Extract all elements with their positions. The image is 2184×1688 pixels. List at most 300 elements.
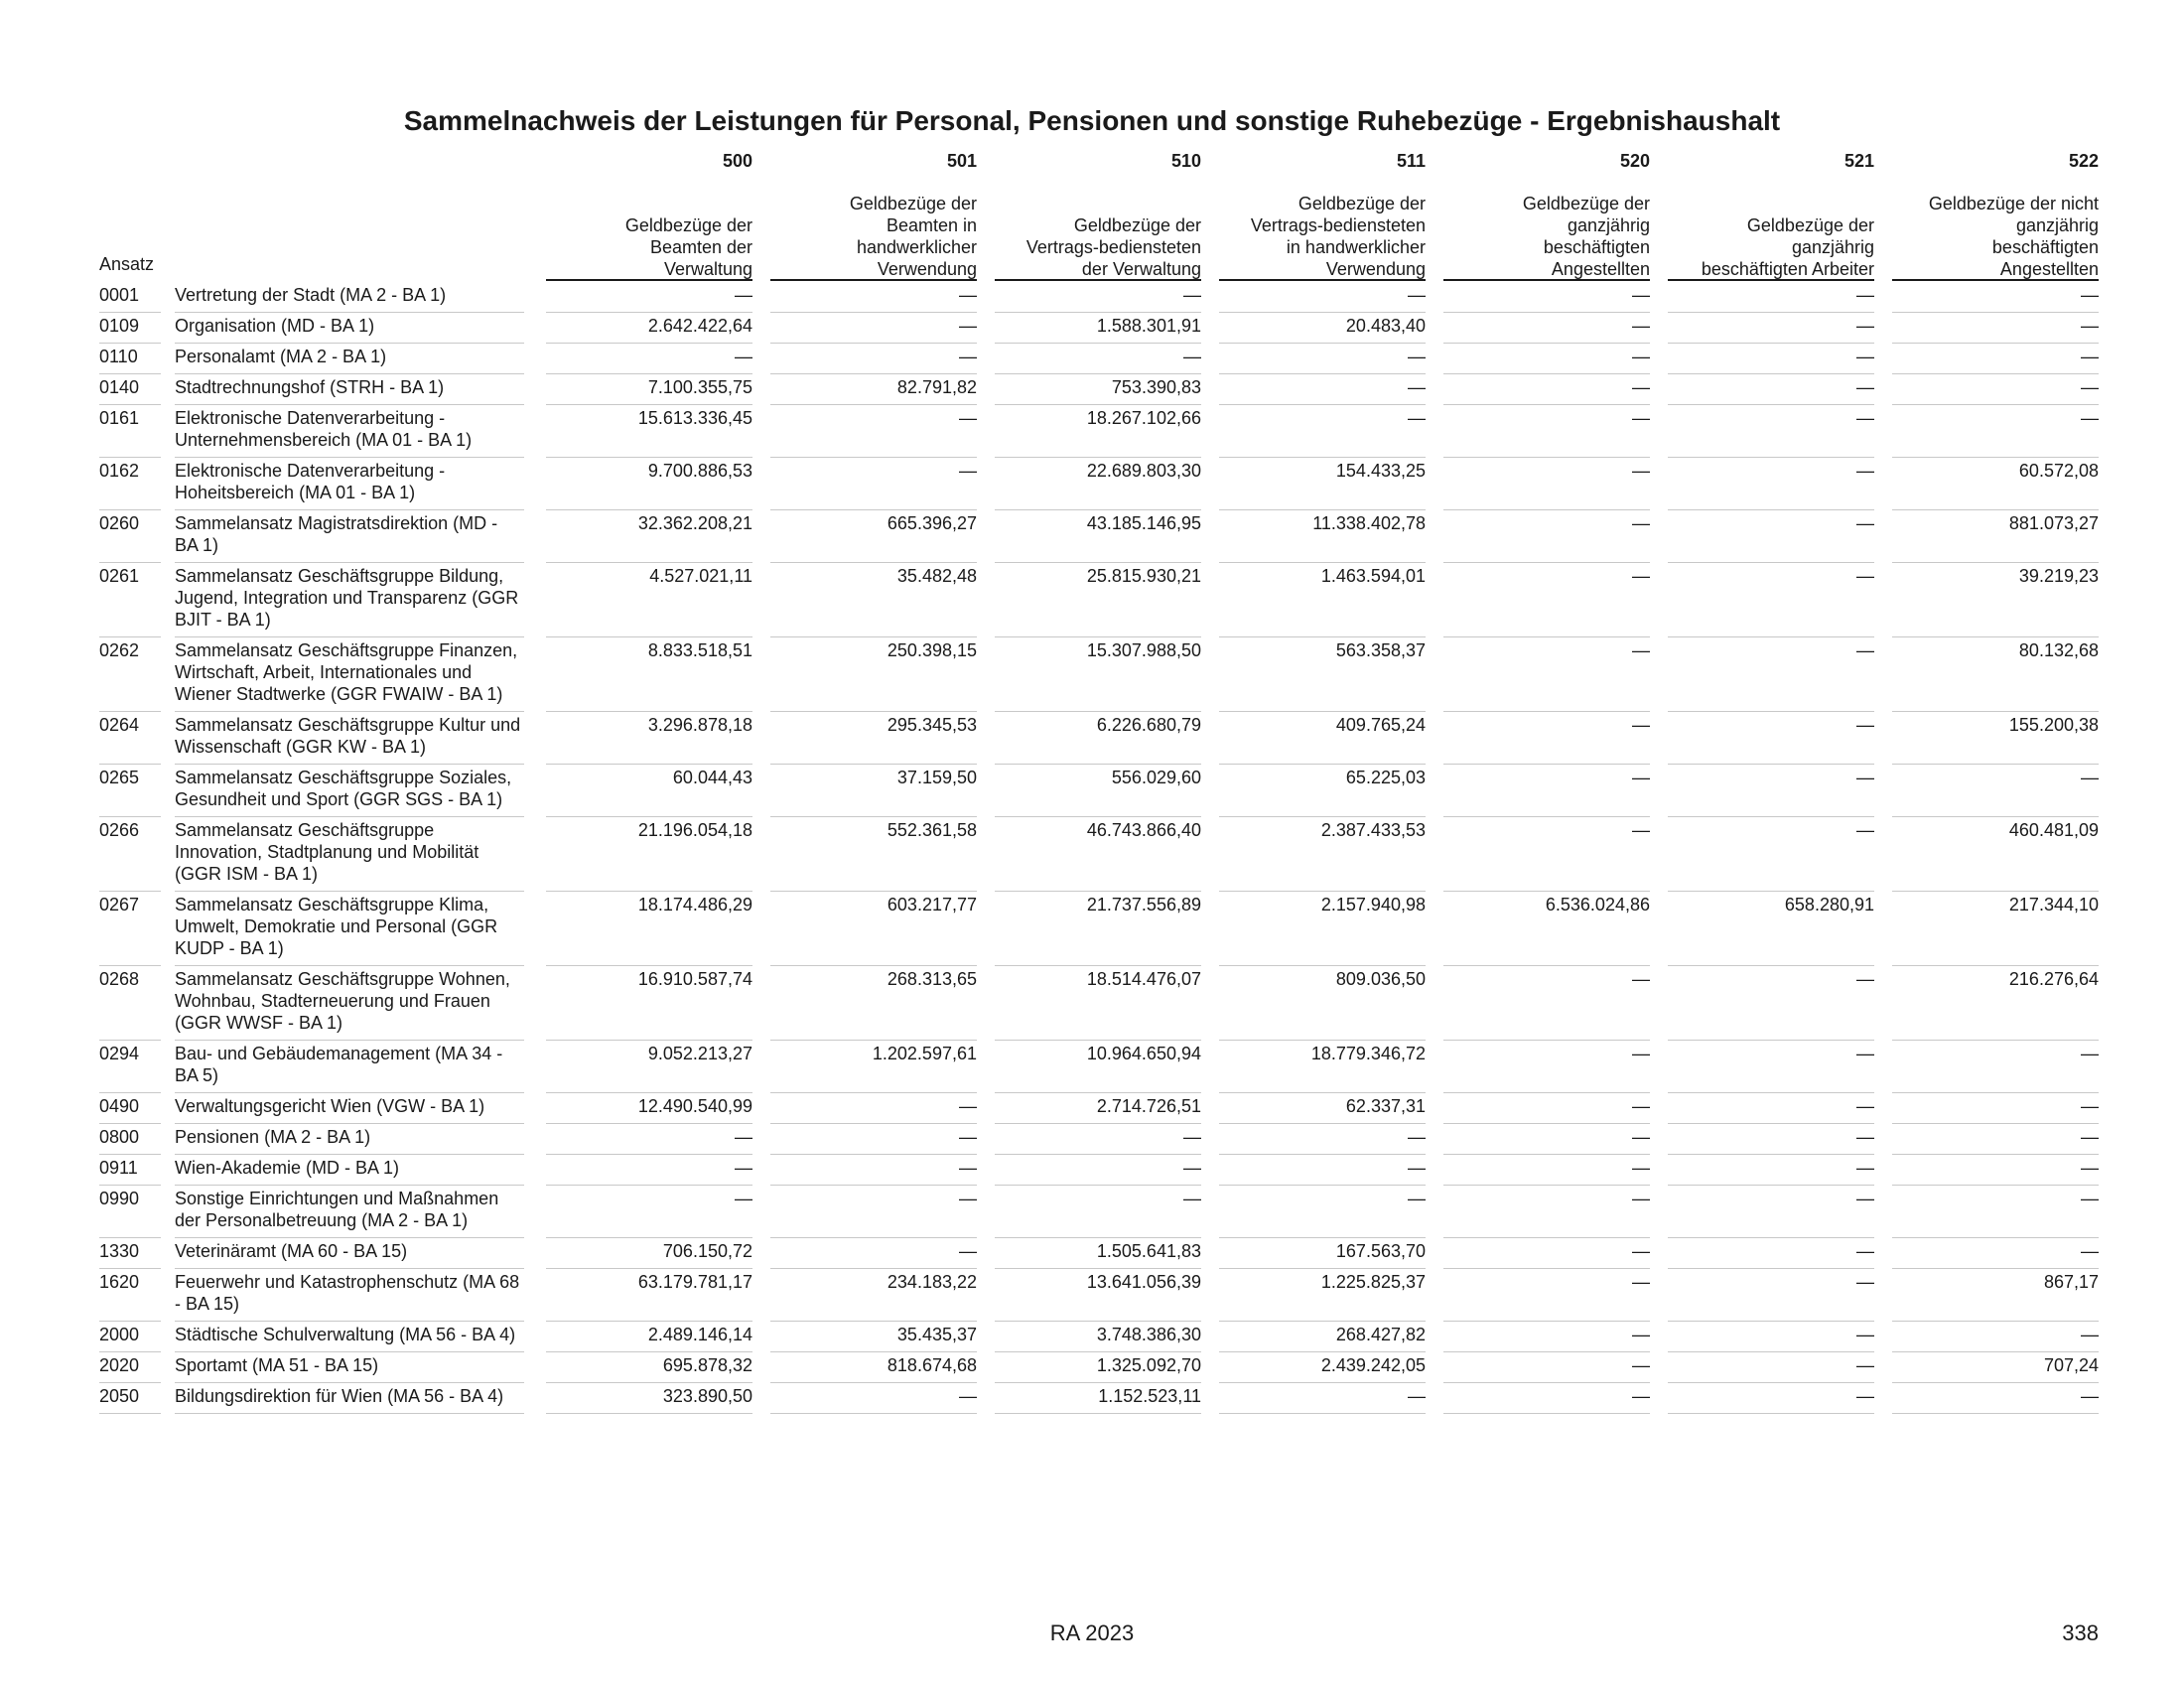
column-gap	[1426, 510, 1443, 563]
value-cell: —	[1443, 563, 1650, 637]
ansatz-code: 0294	[99, 1041, 161, 1093]
column-gap	[524, 1093, 546, 1124]
column-gap	[752, 966, 770, 1041]
column-gap	[161, 1124, 175, 1155]
column-gap	[1201, 1155, 1219, 1186]
value-cell: —	[1668, 1093, 1874, 1124]
row-label: Sportamt (MA 51 - BA 15)	[175, 1352, 524, 1383]
value-cell: 62.337,31	[1219, 1093, 1426, 1124]
column-gap	[161, 1269, 175, 1322]
column-gap	[752, 1093, 770, 1124]
value-cell: —	[1892, 405, 2099, 458]
column-gap	[1874, 510, 1892, 563]
column-gap	[752, 1322, 770, 1352]
column-gap	[977, 1124, 995, 1155]
table-row	[99, 1093, 2099, 1124]
column-description-line: Geldbezüge der nicht	[1928, 194, 2099, 213]
column-gap	[1874, 282, 1892, 313]
value-cell: —	[770, 1238, 977, 1269]
value-cell: —	[1443, 817, 1650, 892]
column-gap	[1426, 563, 1443, 637]
column-gap	[1650, 712, 1668, 765]
column-gap	[161, 344, 175, 374]
value-cell: —	[770, 405, 977, 458]
value-cell: —	[1892, 1238, 2099, 1269]
value-cell: 268.313,65	[770, 966, 977, 1041]
report-footer: RA 2023	[1049, 1620, 1135, 1645]
column-gap	[161, 405, 175, 458]
column-gap	[1874, 313, 1892, 344]
value-cell: —	[1443, 1186, 1650, 1238]
table-row	[99, 1155, 2099, 1186]
column-gap	[752, 405, 770, 458]
value-cell: —	[770, 1124, 977, 1155]
value-cell: —	[1668, 817, 1874, 892]
value-cell: 2.642.422,64	[546, 313, 752, 344]
value-cell: —	[1668, 1186, 1874, 1238]
column-gap	[752, 637, 770, 712]
value-cell: 1.325.092,70	[995, 1352, 1201, 1383]
column-gap	[524, 892, 546, 966]
value-cell: —	[995, 344, 1201, 374]
page-title: Sammelnachweis der Leistungen für Personal, Pensionen und sonstige Ruhebezüge - Ergebnishaushalt	[403, 105, 1781, 136]
value-cell: —	[770, 344, 977, 374]
column-gap	[161, 458, 175, 510]
value-cell: 155.200,38	[1892, 712, 2099, 765]
value-cell: —	[995, 282, 1201, 313]
column-description-line: Angestellten	[1551, 259, 1650, 279]
ansatz-code: 2050	[99, 1383, 161, 1414]
value-cell: 295.345,53	[770, 712, 977, 765]
value-cell: 753.390,83	[995, 374, 1201, 405]
column-gap	[524, 313, 546, 344]
column-description-line: Beamten der	[649, 237, 752, 257]
column-gap	[1874, 563, 1892, 637]
column-description-line: handwerklicher	[856, 237, 977, 257]
value-cell: —	[1892, 1041, 2099, 1093]
ansatz-code: 0800	[99, 1124, 161, 1155]
column-gap	[1874, 712, 1892, 765]
column-gap	[524, 1383, 546, 1414]
table-row	[99, 712, 2099, 765]
column-gap	[1650, 1383, 1668, 1414]
table-row	[99, 637, 2099, 712]
row-label: Feuerwehr und Katastrophenschutz (MA 68 - BA 15)	[175, 1269, 524, 1322]
row-label: Sammelansatz Geschäftsgruppe Klima, Umwelt, Demokratie und Personal (GGR KUDP - BA 1)	[175, 892, 524, 966]
ansatz-code: 2020	[99, 1352, 161, 1383]
value-cell: 20.483,40	[1219, 313, 1426, 344]
page-number: 338	[2062, 1620, 2099, 1645]
value-cell: —	[1668, 1041, 1874, 1093]
table-row	[99, 1041, 2099, 1093]
column-header-rule	[1443, 279, 1650, 281]
value-cell: —	[1219, 282, 1426, 313]
column-gap	[752, 1041, 770, 1093]
column-gap	[977, 712, 995, 765]
column-header-rule	[1668, 279, 1874, 281]
column-gap	[1650, 1093, 1668, 1124]
column-gap	[977, 510, 995, 563]
row-label: Sammelansatz Magistratsdirektion (MD - BA 1)	[175, 510, 524, 563]
column-gap	[161, 313, 175, 344]
value-cell: —	[1443, 458, 1650, 510]
value-cell: —	[1443, 966, 1650, 1041]
value-cell: —	[1219, 374, 1426, 405]
column-description-line: Vertrags-bediensteten	[1250, 215, 1426, 235]
value-cell: 8.833.518,51	[546, 637, 752, 712]
column-gap	[977, 1352, 995, 1383]
column-gap	[977, 892, 995, 966]
column-gap	[1874, 1155, 1892, 1186]
ansatz-code: 0990	[99, 1186, 161, 1238]
value-cell: —	[1219, 1124, 1426, 1155]
column-gap	[1874, 458, 1892, 510]
column-description-line: Geldbezüge der	[1073, 215, 1201, 235]
value-cell: —	[995, 1155, 1201, 1186]
value-cell: 2.714.726,51	[995, 1093, 1201, 1124]
value-cell: —	[546, 282, 752, 313]
column-gap	[1650, 1269, 1668, 1322]
column-gap	[1874, 1041, 1892, 1093]
column-gap	[1201, 892, 1219, 966]
value-cell: 32.362.208,21	[546, 510, 752, 563]
column-gap	[1201, 966, 1219, 1041]
column-gap	[1426, 1155, 1443, 1186]
row-label: Sammelansatz Geschäftsgruppe Soziales, Gesundheit und Sport (GGR SGS - BA 1)	[175, 765, 524, 817]
column-gap	[161, 765, 175, 817]
row-label: Sammelansatz Geschäftsgruppe Wohnen, Wohnbau, Stadterneuerung und Frauen (GGR WWSF - BA 1)	[175, 966, 524, 1041]
column-gap	[752, 1155, 770, 1186]
column-gap	[1426, 765, 1443, 817]
column-gap	[161, 1041, 175, 1093]
column-gap	[1650, 966, 1668, 1041]
table-row	[99, 1186, 2099, 1238]
column-gap	[161, 1186, 175, 1238]
column-description-line: beschäftigten	[1543, 237, 1650, 257]
column-gap	[977, 405, 995, 458]
column-gap	[1874, 1186, 1892, 1238]
value-cell: 809.036,50	[1219, 966, 1426, 1041]
column-gap	[524, 1352, 546, 1383]
value-cell: —	[770, 458, 977, 510]
table-body	[99, 282, 2099, 1414]
column-gap	[1201, 282, 1219, 313]
ansatz-code: 0161	[99, 405, 161, 458]
row-label: Elektronische Datenverarbeitung - Unternehmensbereich (MA 01 - BA 1)	[175, 405, 524, 458]
row-label: Wien-Akademie (MD - BA 1)	[175, 1155, 524, 1186]
column-gap	[1426, 1238, 1443, 1269]
row-label: Stadtrechnungshof (STRH - BA 1)	[175, 374, 524, 405]
value-cell: 3.296.878,18	[546, 712, 752, 765]
value-cell: —	[1443, 637, 1650, 712]
column-gap	[524, 1269, 546, 1322]
value-cell: 2.439.242,05	[1219, 1352, 1426, 1383]
column-gap	[1201, 563, 1219, 637]
column-gap	[524, 765, 546, 817]
column-gap	[977, 966, 995, 1041]
value-cell: —	[1892, 1322, 2099, 1352]
column-gap	[977, 1238, 995, 1269]
column-gap	[524, 1124, 546, 1155]
column-gap	[1426, 1041, 1443, 1093]
value-cell: 818.674,68	[770, 1352, 977, 1383]
value-cell: —	[1443, 282, 1650, 313]
column-gap	[752, 1383, 770, 1414]
column-gap	[161, 563, 175, 637]
column-gap	[1201, 1352, 1219, 1383]
value-cell: 658.280,91	[1668, 892, 1874, 966]
column-description	[1862, 193, 2099, 280]
column-gap	[1650, 1352, 1668, 1383]
column-gap	[977, 313, 995, 344]
column-gap	[1201, 1269, 1219, 1322]
ansatz-code: 0109	[99, 313, 161, 344]
value-cell: —	[1443, 1269, 1650, 1322]
column-gap	[524, 1041, 546, 1093]
column-gap	[977, 1155, 995, 1186]
value-cell: 65.225,03	[1219, 765, 1426, 817]
column-gap	[161, 1383, 175, 1414]
column-gap	[1201, 765, 1219, 817]
column-gap	[752, 1186, 770, 1238]
column-description-line: Beamten in	[886, 215, 977, 235]
column-gap	[977, 344, 995, 374]
value-cell: 881.073,27	[1892, 510, 2099, 563]
value-cell: 154.433,25	[1219, 458, 1426, 510]
value-cell: —	[1892, 765, 2099, 817]
ansatz-code: 0266	[99, 817, 161, 892]
value-cell: 39.219,23	[1892, 563, 2099, 637]
row-label: Sammelansatz Geschäftsgruppe Finanzen, Wirtschaft, Arbeit, Internationales und Wiener Stadtwerke (GGR FWAIW - BA 1)	[175, 637, 524, 712]
value-cell: 2.157.940,98	[1219, 892, 1426, 966]
value-cell: 63.179.781,17	[546, 1269, 752, 1322]
column-gap	[752, 563, 770, 637]
column-gap	[1650, 344, 1668, 374]
column-gap	[1426, 637, 1443, 712]
row-label: Verwaltungsgericht Wien (VGW - BA 1)	[175, 1093, 524, 1124]
column-gap	[1650, 637, 1668, 712]
column-gap	[1201, 510, 1219, 563]
column-gap	[524, 405, 546, 458]
column-gap	[977, 282, 995, 313]
column-gap	[161, 637, 175, 712]
row-label: Sammelansatz Geschäftsgruppe Kultur und Wissenschaft (GGR KW - BA 1)	[175, 712, 524, 765]
ansatz-code: 0268	[99, 966, 161, 1041]
column-gap	[1201, 817, 1219, 892]
ansatz-code: 1330	[99, 1238, 161, 1269]
value-cell: —	[1219, 344, 1426, 374]
ansatz-code: 0490	[99, 1093, 161, 1124]
table-row	[99, 1238, 2099, 1269]
column-gap	[752, 1269, 770, 1322]
value-cell: —	[770, 1186, 977, 1238]
value-cell: —	[1668, 1322, 1874, 1352]
table-row	[99, 1322, 2099, 1352]
column-gap	[1874, 1269, 1892, 1322]
value-cell: —	[770, 282, 977, 313]
value-cell: —	[1668, 712, 1874, 765]
value-cell: —	[1443, 1238, 1650, 1269]
column-code: 522	[2068, 151, 2099, 171]
value-cell: 10.964.650,94	[995, 1041, 1201, 1093]
table-row	[99, 892, 2099, 966]
value-cell: —	[1892, 344, 2099, 374]
column-gap	[977, 563, 995, 637]
column-description-line: Geldbezüge der	[1746, 215, 1874, 235]
column-gap	[1426, 374, 1443, 405]
value-cell: 6.536.024,86	[1443, 892, 1650, 966]
column-gap	[1650, 1322, 1668, 1352]
value-cell: —	[1443, 510, 1650, 563]
column-gap	[161, 817, 175, 892]
ansatz-code: 1620	[99, 1269, 161, 1322]
column-description	[1414, 193, 1650, 280]
column-gap	[1650, 892, 1668, 966]
table-row	[99, 1383, 2099, 1414]
table-row	[99, 1269, 2099, 1322]
column-header-rule	[770, 279, 977, 281]
column-gap	[1874, 1383, 1892, 1414]
column-description-line: ganzjährig	[1791, 237, 1874, 257]
value-cell: 1.202.597,61	[770, 1041, 977, 1093]
value-cell: —	[770, 1155, 977, 1186]
column-gap	[1650, 563, 1668, 637]
column-gap	[1874, 1093, 1892, 1124]
value-cell: 268.427,82	[1219, 1322, 1426, 1352]
value-cell: —	[546, 1186, 752, 1238]
column-description-line: Verwendung	[1325, 259, 1426, 279]
column-gap	[752, 458, 770, 510]
value-cell: —	[1892, 1124, 2099, 1155]
row-label: Personalamt (MA 2 - BA 1)	[175, 344, 524, 374]
column-gap	[977, 374, 995, 405]
column-gap	[1426, 313, 1443, 344]
table-row	[99, 765, 2099, 817]
column-gap	[161, 510, 175, 563]
value-cell: 706.150,72	[546, 1238, 752, 1269]
value-cell: 665.396,27	[770, 510, 977, 563]
column-description	[1189, 193, 1426, 280]
column-gap	[1201, 1041, 1219, 1093]
column-gap	[1426, 1093, 1443, 1124]
value-cell: —	[770, 313, 977, 344]
value-cell: 35.482,48	[770, 563, 977, 637]
column-gap	[1426, 712, 1443, 765]
column-gap	[1201, 1124, 1219, 1155]
column-gap	[977, 637, 995, 712]
value-cell: —	[546, 344, 752, 374]
value-cell: 18.267.102,66	[995, 405, 1201, 458]
value-cell: 552.361,58	[770, 817, 977, 892]
column-gap	[1426, 966, 1443, 1041]
column-gap	[977, 1186, 995, 1238]
value-cell: 46.743.866,40	[995, 817, 1201, 892]
column-gap	[752, 1238, 770, 1269]
column-gap	[1650, 1124, 1668, 1155]
column-description	[516, 214, 752, 280]
value-cell: 80.132,68	[1892, 637, 2099, 712]
column-gap	[161, 966, 175, 1041]
column-gap	[524, 1186, 546, 1238]
column-code: 521	[1843, 151, 1874, 171]
value-cell: 167.563,70	[1219, 1238, 1426, 1269]
column-gap	[524, 374, 546, 405]
column-gap	[1874, 966, 1892, 1041]
column-gap	[524, 1322, 546, 1352]
column-gap	[1426, 1322, 1443, 1352]
column-header-rule	[546, 279, 752, 281]
column-code: 500	[722, 151, 752, 171]
value-cell: 18.779.346,72	[1219, 1041, 1426, 1093]
column-gap	[1874, 1238, 1892, 1269]
column-code: 501	[946, 151, 977, 171]
row-label: Städtische Schulverwaltung (MA 56 - BA 4)	[175, 1322, 524, 1352]
column-gap	[1201, 405, 1219, 458]
column-gap	[524, 282, 546, 313]
value-cell: 13.641.056,39	[995, 1269, 1201, 1322]
column-description-line: ganzjährig	[1567, 215, 1650, 235]
column-gap	[1874, 374, 1892, 405]
value-cell: —	[1443, 1093, 1650, 1124]
column-description-line: Verwendung	[877, 259, 977, 279]
column-gap	[1650, 510, 1668, 563]
column-gap	[1201, 344, 1219, 374]
row-label: Vertretung der Stadt (MA 2 - BA 1)	[175, 282, 524, 313]
value-cell: 460.481,09	[1892, 817, 2099, 892]
table-row	[99, 405, 2099, 458]
column-gap	[1201, 637, 1219, 712]
row-label: Elektronische Datenverarbeitung - Hoheitsbereich (MA 01 - BA 1)	[175, 458, 524, 510]
column-gap	[1426, 405, 1443, 458]
table-row	[99, 1124, 2099, 1155]
value-cell: —	[1443, 344, 1650, 374]
column-gap	[752, 1352, 770, 1383]
table-row	[99, 563, 2099, 637]
column-gap	[161, 282, 175, 313]
column-gap	[752, 765, 770, 817]
column-description-line: Geldbezüge der	[1297, 194, 1426, 213]
value-cell: 18.174.486,29	[546, 892, 752, 966]
value-cell: 12.490.540,99	[546, 1093, 752, 1124]
column-gap	[1426, 282, 1443, 313]
column-gap	[524, 563, 546, 637]
column-description-line: Geldbezüge der	[1522, 194, 1650, 213]
value-cell: —	[1892, 313, 2099, 344]
value-cell: 707,24	[1892, 1352, 2099, 1383]
ansatz-code: 0262	[99, 637, 161, 712]
value-cell: —	[995, 1124, 1201, 1155]
column-gap	[1201, 1322, 1219, 1352]
value-cell: 25.815.930,21	[995, 563, 1201, 637]
column-gap	[1426, 1383, 1443, 1414]
value-cell: 556.029,60	[995, 765, 1201, 817]
column-gap	[1201, 374, 1219, 405]
value-cell: 11.338.402,78	[1219, 510, 1426, 563]
column-gap	[524, 817, 546, 892]
column-gap	[1874, 405, 1892, 458]
value-cell: 216.276,64	[1892, 966, 2099, 1041]
column-description	[741, 193, 977, 280]
value-cell: 4.527.021,11	[546, 563, 752, 637]
column-gap	[752, 510, 770, 563]
value-cell: 6.226.680,79	[995, 712, 1201, 765]
ansatz-code: 0267	[99, 892, 161, 966]
column-gap	[524, 510, 546, 563]
value-cell: —	[1219, 1383, 1426, 1414]
column-gap	[1874, 1124, 1892, 1155]
value-cell: —	[1668, 1352, 1874, 1383]
row-label: Sammelansatz Geschäftsgruppe Bildung, Jugend, Integration und Transparenz (GGR BJIT - BA 1)	[175, 563, 524, 637]
